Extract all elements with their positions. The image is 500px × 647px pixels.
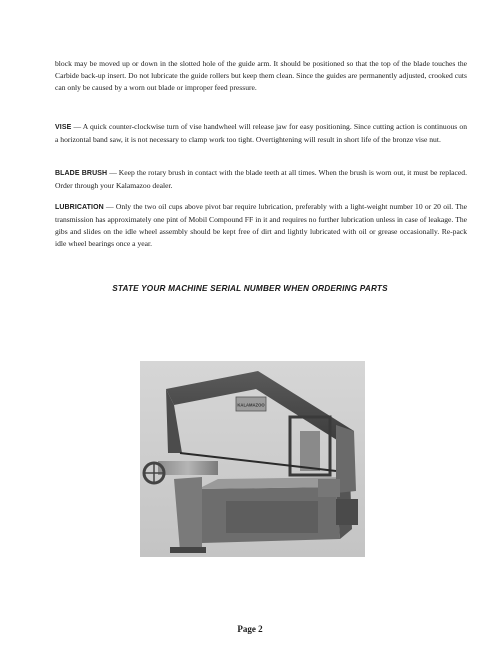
intro-paragraph: block may be moved up or down in the slotted hole of the guide arm. It should be positioned so that the top of the blade touches the Carbide back-up insert. Do not lubricate the guide rollers but keep them clean. Since the guides are permanently adjusted, crooked cuts can only be caused by a worn out blade or improper feed pressure. (55, 59, 467, 92)
band-saw-illustration (140, 361, 365, 557)
page-number: Page 2 (237, 624, 263, 634)
motor (318, 479, 340, 497)
brand-badge-text: KALAMAZOO (237, 402, 265, 408)
serial-number-notice: STATE YOUR MACHINE SERIAL NUMBER WHEN ORDERING PARTS (112, 284, 388, 293)
blade-brush-body: — Keep the rotary brush in contact with the blade teeth at all times. When the brush is worn out, it must be replaced. Order through your Kalamazoo dealer. (55, 168, 467, 190)
right-support (336, 499, 358, 525)
vise-section (55, 121, 467, 146)
lubrication-body: — Only the two oil cups above pivot bar require lubrication, preferably with a light-weight number 10 or 20 oil. The transmission has approximately one pint of Mobil Compound FF in it and requires no further lubrication unless in case of leakage. The gibs and slides on the idle wheel assembly should be kept free of dirt and lightly lubricated with oil or grease occasionally. Re-pack idle wheel bearings once a year. (55, 202, 467, 248)
lubrication-section (55, 201, 467, 250)
lubrication-heading: LUBRICATION (55, 204, 104, 211)
vise-heading: VISE (55, 124, 72, 131)
vise-bed (158, 461, 218, 475)
blade-brush-heading: BLADE BRUSH (55, 170, 108, 177)
band-saw-photo (140, 361, 365, 557)
vise-body: — A quick counter-clockwise turn of vise handwheel will release jaw for easy positioning. Since cutting action is continuous on a horizontal band saw, it is not necessary to clamp work too tight. Overtightening will result in short life of the bronze vise nut. (55, 122, 467, 144)
chip-pan (226, 501, 318, 533)
left-foot (170, 547, 206, 553)
guide-block (300, 431, 320, 471)
blade-brush-section (55, 167, 467, 192)
